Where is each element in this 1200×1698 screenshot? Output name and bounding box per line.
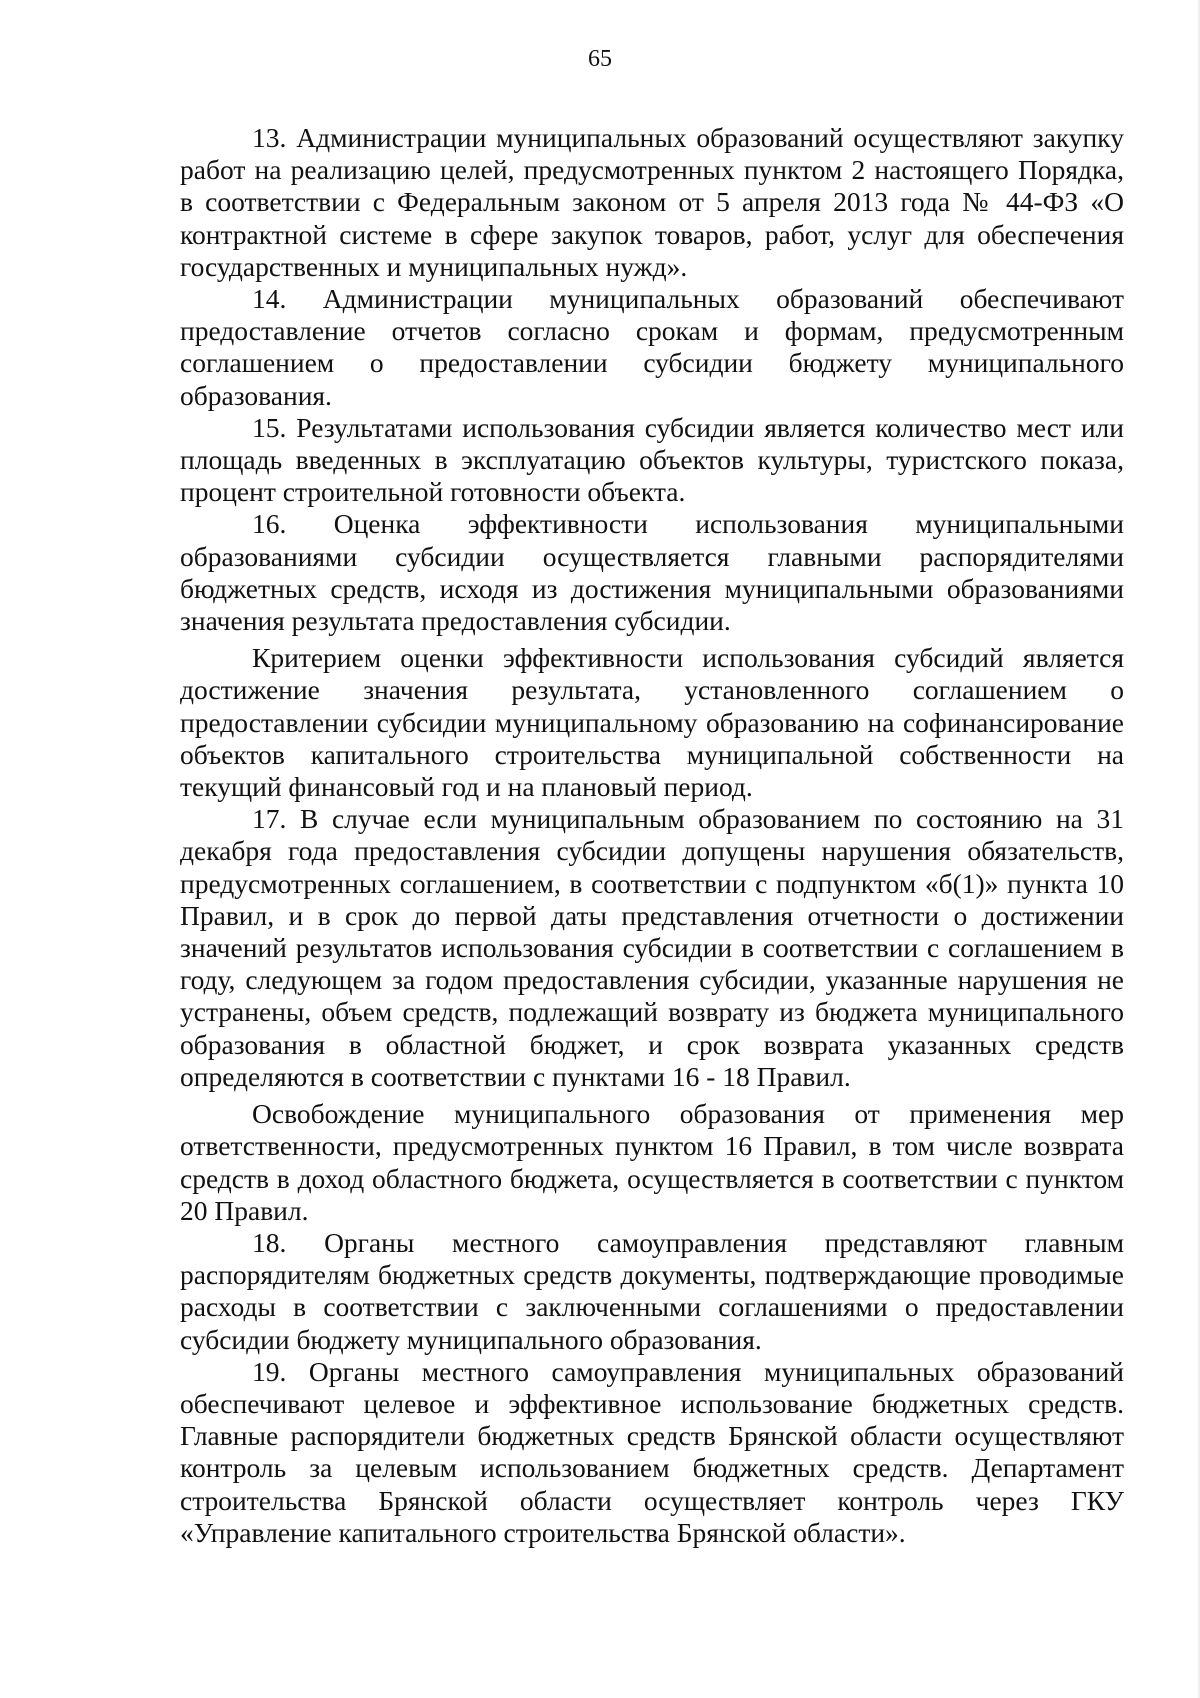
paragraph-16: 16. Оценка эффективности использования муниципальными образованиями субсидии осуществляется главными распорядителями бюджетных средств, исходя из достижения муниципальными образованиями значения результата предоставления субсидии. [180,508,1124,637]
paragraph-14: 14. Администрации муниципальных образований обеспечивают предоставление отчетов согласно срокам и формам, предусмотренным соглашением о предоставлении субсидии бюджету муниципального образования. [180,283,1124,411]
paragraph-13: 13. Администрации муниципальных образований осуществляют закупку работ на реализацию целей, предусмотренных пунктом 2 настоящего Порядка, в соответствии с Федеральным законом от 5 апреля 2013 года № 44-ФЗ «О контрактной системе в сфере закупок товаров, работ, услуг для обеспечения государственных и муниципальных нужд». [180,122,1124,282]
paragraph-18: 18. Органы местного самоуправления представляют главным распорядителям бюджетных средств документы, подтверждающие проводимые расходы в соответствии с заключенными соглашениями о предоставлении субсидии бюджету муниципального образования. [180,1226,1124,1355]
paragraph-16-criterion: Критерием оценки эффективности использования субсидий является достижение значения результата, установленного соглашением о предоставлении субсидии муниципальному образованию на софинансирование объектов капитального строительства муниципальной собственности на текущий финансовый год и на плановый период. [180,642,1124,803]
paragraph-19: 19. Органы местного самоуправления муниципальных образований обеспечивают целевое и эффективное использование бюджетных средств. Главные распорядители бюджетных средств Брянской области осуществляют контроль за целевым использованием бюджетных средств. Департамент строительства Брянской области осуществляет контроль через ГКУ «Управление капитального строительства Брянской области». [180,1355,1124,1548]
page-number: 65 [588,46,612,72]
paragraph-17: 17. В случае если муниципальным образованием по состоянию на 31 декабря года предоставления субсидии допущены нарушения обязательств, предусмотренных соглашением, в соответствии с подпунктом «б(1)» пункта 10 Правил, и в срок до первой даты представления отчетности о достижении значений результатов использования субсидии в соответствии с соглашением в году, следующем за годом предоставления субсидии, указанные нарушения не устранены, объем средств, подлежащий возврату из бюджета муниципального образования в областной бюджет, и срок возврата указанных средств определяются в соответствии с пунктами 16 - 18 Правил. [180,803,1124,1092]
document-body [180,122,1124,1549]
paragraph-17-exemption: Освобождение муниципального образования от применения мер ответственности, предусмотренных пунктом 16 Правил, в том числе возврата средств в доход областного бюджета, осуществляется в соответствии с пунктом 20 Правил. [180,1098,1124,1226]
paragraph-15: 15. Результатами использования субсидии является количество мест или площадь введенных в эксплуатацию объектов культуры, туристского показа, процент строительной готовности объекта. [180,411,1124,508]
